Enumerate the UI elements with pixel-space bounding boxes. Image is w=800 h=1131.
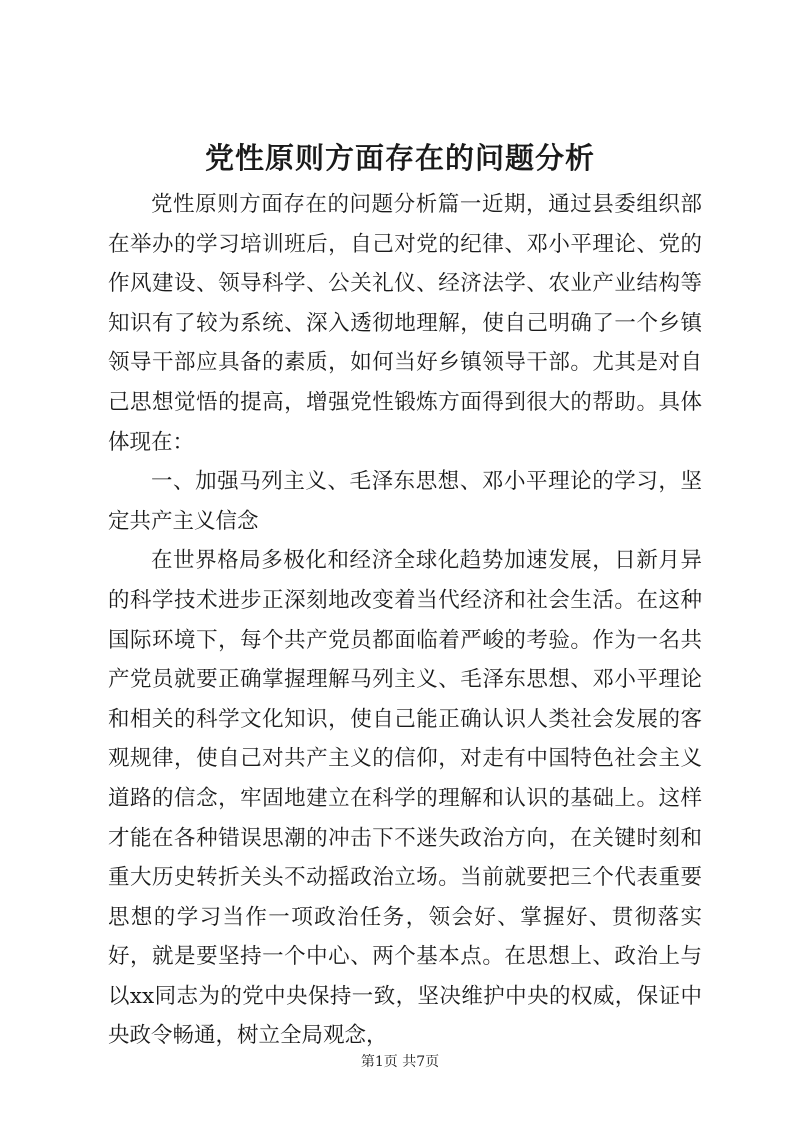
document-body (108, 185, 702, 1056)
document-title: 党性原则方面存在的问题分析 (204, 141, 595, 175)
paragraph-world-situation: 在世界格局多极化和经济全球化趋势加速发展，日新月异的科学技术进步正深刻地改变着当代经济和社会生活。在这种国际环境下，每个共产党员都面临着严峻的考验。作为一名共产党员就要正确掌握理解马列主义、毛泽东思想、邓小平理论和相关的科学文化知识，使自己能正确认识人类社会发展的客观规律，使自己对共产主义的信仰，对走有中国特色社会主义道路的信念，牢固地建立在科学的理解和认识的基础上。这样才能在各种错误思潮的冲击下不迷失政治方向，在关键时刻和重大历史转折关头不动摇政治立场。当前就要把三个代表重要思想的学习当作一项政治任务，领会好、掌握好、贯彻落实好，就是要坚持一个中心、两个基本点。在思想上、政治上与以xx同志为的党中央保持一致，坚决维护中央的权威，保证中央政令畅通，树立全局观念， (108, 548, 702, 1049)
paragraph-heading-one: 一、加强马列主义、毛泽东思想、邓小平理论的学习，坚定共产主义信念 (108, 469, 702, 534)
paragraph-intro: 党性原则方面存在的问题分析篇一近期，通过县委组织部在举办的学习培训班后，自己对党的纪律、邓小平理论、党的作风建设、领导科学、公关礼仪、经济法学、农业产业结构等知识有了较为系统、深入透彻地理解，使自己明确了一个乡镇领导干部应具备的素质，如何当好乡镇领导干部。尤其是对自己思想觉悟的提高，增强党性锻炼方面得到很大的帮助。具体体现在： (108, 192, 702, 455)
page-number-footer: 第1页 共7页 (360, 1054, 440, 1070)
